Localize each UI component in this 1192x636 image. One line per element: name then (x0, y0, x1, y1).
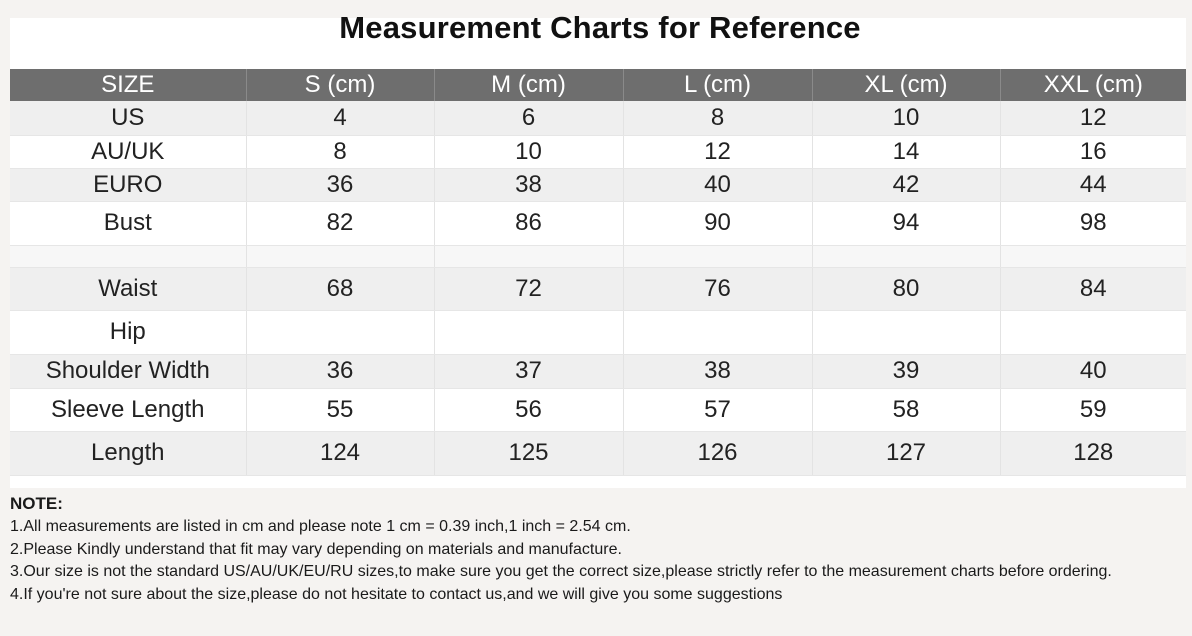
table-cell (1000, 310, 1186, 354)
table-cell (623, 310, 812, 354)
table-cell: 36 (246, 354, 434, 388)
table-row (10, 310, 1186, 354)
header-cell: M (cm) (434, 69, 623, 101)
table-cell: 80 (812, 267, 1000, 310)
table-cell: 94 (812, 201, 1000, 245)
table-cell: 86 (434, 201, 623, 245)
table-cell: 82 (246, 201, 434, 245)
table-row (10, 267, 1186, 310)
table-cell (623, 245, 812, 267)
table-cell: 10 (434, 135, 623, 168)
table-cell: 4 (246, 101, 434, 135)
table-row (10, 388, 1186, 431)
table-cell: 98 (1000, 201, 1186, 245)
table-cell (812, 245, 1000, 267)
table-cell: 8 (623, 101, 812, 135)
row-label: Shoulder Width (10, 354, 246, 388)
table-cell: 76 (623, 267, 812, 310)
table-cell: 127 (812, 431, 1000, 475)
table-cell: 57 (623, 388, 812, 431)
header-cell: SIZE (10, 69, 246, 101)
table-cell: 125 (434, 431, 623, 475)
row-label: Bust (10, 201, 246, 245)
notes-section (10, 492, 1180, 606)
table-cell: 56 (434, 388, 623, 431)
table-cell: 36 (246, 168, 434, 201)
table-cell (812, 310, 1000, 354)
table-row (10, 101, 1186, 135)
table-cell: 124 (246, 431, 434, 475)
note-item: 1.All measurements are listed in cm and please note 1 cm = 0.39 inch,1 inch = 2.54 cm. (10, 518, 631, 535)
table-cell: 44 (1000, 168, 1186, 201)
notes-heading: NOTE: (10, 494, 63, 513)
table-cell: 40 (623, 168, 812, 201)
table-cell: 42 (812, 168, 1000, 201)
table-cell: 90 (623, 201, 812, 245)
table-cell: 126 (623, 431, 812, 475)
table-row-spacer (10, 245, 1186, 267)
table-cell (246, 310, 434, 354)
table-row (10, 431, 1186, 475)
table-cell (434, 310, 623, 354)
table-row (10, 135, 1186, 168)
table-cell: 72 (434, 267, 623, 310)
table-cell: 8 (246, 135, 434, 168)
table-cell (1000, 245, 1186, 267)
table-cell: 6 (434, 101, 623, 135)
row-label: Length (10, 431, 246, 475)
row-label (10, 245, 246, 267)
row-label: Hip (10, 310, 246, 354)
table-header-row (10, 69, 1186, 101)
table-cell: 128 (1000, 431, 1186, 475)
table-cell: 40 (1000, 354, 1186, 388)
header-cell: L (cm) (623, 69, 812, 101)
size-chart-table (10, 69, 1186, 476)
table-cell: 37 (434, 354, 623, 388)
header-cell: XXL (cm) (1000, 69, 1186, 101)
row-label: EURO (10, 168, 246, 201)
note-item: 2.Please Kindly understand that fit may vary depending on materials and manufacture. (10, 540, 622, 558)
table-row (10, 168, 1186, 201)
page-title: Measurement Charts for Reference (339, 10, 861, 45)
row-label: US (10, 101, 246, 135)
table-cell: 38 (623, 354, 812, 388)
table-cell: 58 (812, 388, 1000, 431)
header-cell: XL (cm) (812, 69, 1000, 101)
table-cell (434, 245, 623, 267)
table-cell: 12 (1000, 101, 1186, 135)
table-cell: 55 (246, 388, 434, 431)
header-cell: S (cm) (246, 69, 434, 101)
table-cell: 68 (246, 267, 434, 310)
row-label: Sleeve Length (10, 388, 246, 431)
table-cell: 16 (1000, 135, 1186, 168)
row-label: Waist (10, 267, 246, 310)
table-cell: 12 (623, 135, 812, 168)
table-cell: 59 (1000, 388, 1186, 431)
table-cell: 10 (812, 101, 1000, 135)
table-cell: 14 (812, 135, 1000, 168)
note-item: 4.If you're not sure about the size,please do not hesitate to contact us,and we will give you some suggestions (10, 585, 783, 603)
table-cell (246, 245, 434, 267)
table-row (10, 201, 1186, 245)
table-cell: 38 (434, 168, 623, 201)
table-cell: 39 (812, 354, 1000, 388)
table-row (10, 354, 1186, 388)
table-cell: 84 (1000, 267, 1186, 310)
row-label: AU/UK (10, 135, 246, 168)
note-item: 3.Our size is not the standard US/AU/UK/EU/RU sizes,to make sure you get the correct size,please strictly refer to the measurement charts before ordering. (10, 563, 1112, 580)
